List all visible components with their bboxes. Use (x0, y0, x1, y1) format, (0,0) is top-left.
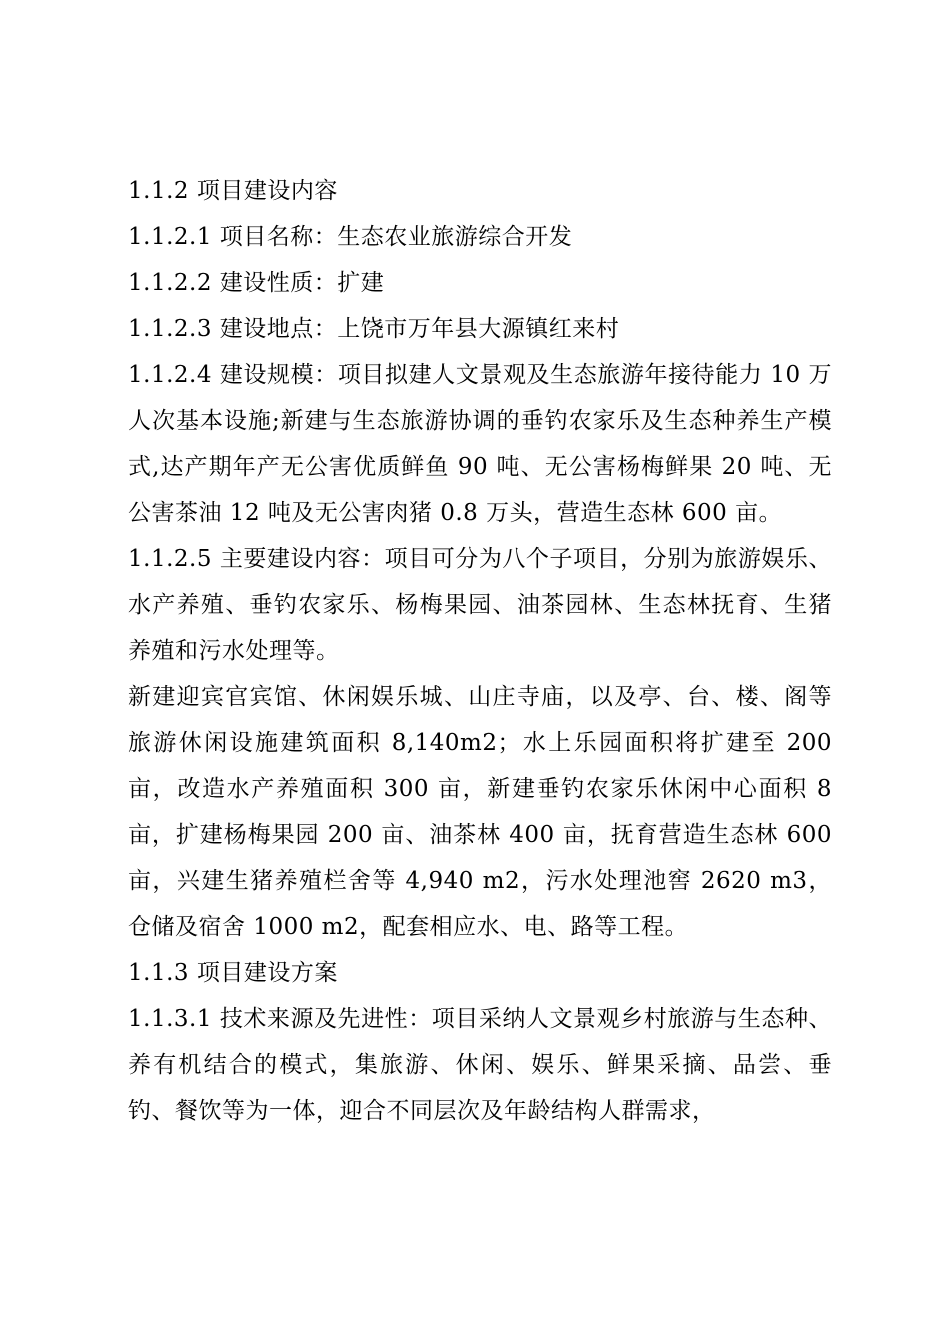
heading-1-1-3: 1.1.3 项目建设方案 (128, 960, 338, 986)
item-main-content: 1.1.2.5 主要建设内容：项目可分为八个子项目，分别为旅游娱乐、水产养殖、垂钓农家乐、杨梅果园、油茶园林、生态林抚育、生猪养殖和污水处理等。 (128, 546, 832, 664)
item-construction-scale: 1.1.2.4 建设规模：项目拟建人文景观及生态旅游年接待能力 10 万人次基本设施;新建与生态旅游协调的垂钓农家乐及生态种养生产模式,达产期年产无公害优质鲜鱼 90 吨、无公害杨梅鲜果 20 吨、无公害茶油 12 吨及无公害肉猪 0.8 万头，营造生态林 600 亩。 (128, 362, 832, 526)
item-construction-site: 1.1.2.3 建设地点：上饶市万年县大源镇红来村 (128, 316, 620, 342)
document-body (128, 168, 832, 1134)
item-construction-nature: 1.1.2.2 建设性质：扩建 (128, 270, 385, 296)
heading-1-1-2: 1.1.2 项目建设内容 (128, 178, 338, 204)
paragraph-new-construction: 新建迎宾官宾馆、休闲娱乐城、山庄寺庙，以及亭、台、楼、阁等旅游休闲设施建筑面积 8,140m2；水上乐园面积将扩建至 200 亩，改造水产养殖面积 300 亩，新建垂钓农家乐休闲中心面积 8 亩，扩建杨梅果园 200 亩、油茶林 400 亩，抚育营造生态林 600 亩，兴建生猪养殖栏舍等 4,940 m2，污水处理池窖 2620 m3，仓储及宿舍 1000 m2，配套相应水、电、路等工程。 (128, 684, 832, 940)
item-technology-source: 1.1.3.1 技术来源及先进性：项目采纳人文景观乡村旅游与生态种、养有机结合的模式，集旅游、休闲、娱乐、鲜果采摘、品尝、垂钓、餐饮等为一体，迎合不同层次及年龄结构人群需求， (128, 1006, 832, 1124)
item-project-name: 1.1.2.1 项目名称：生态农业旅游综合开发 (128, 224, 573, 250)
